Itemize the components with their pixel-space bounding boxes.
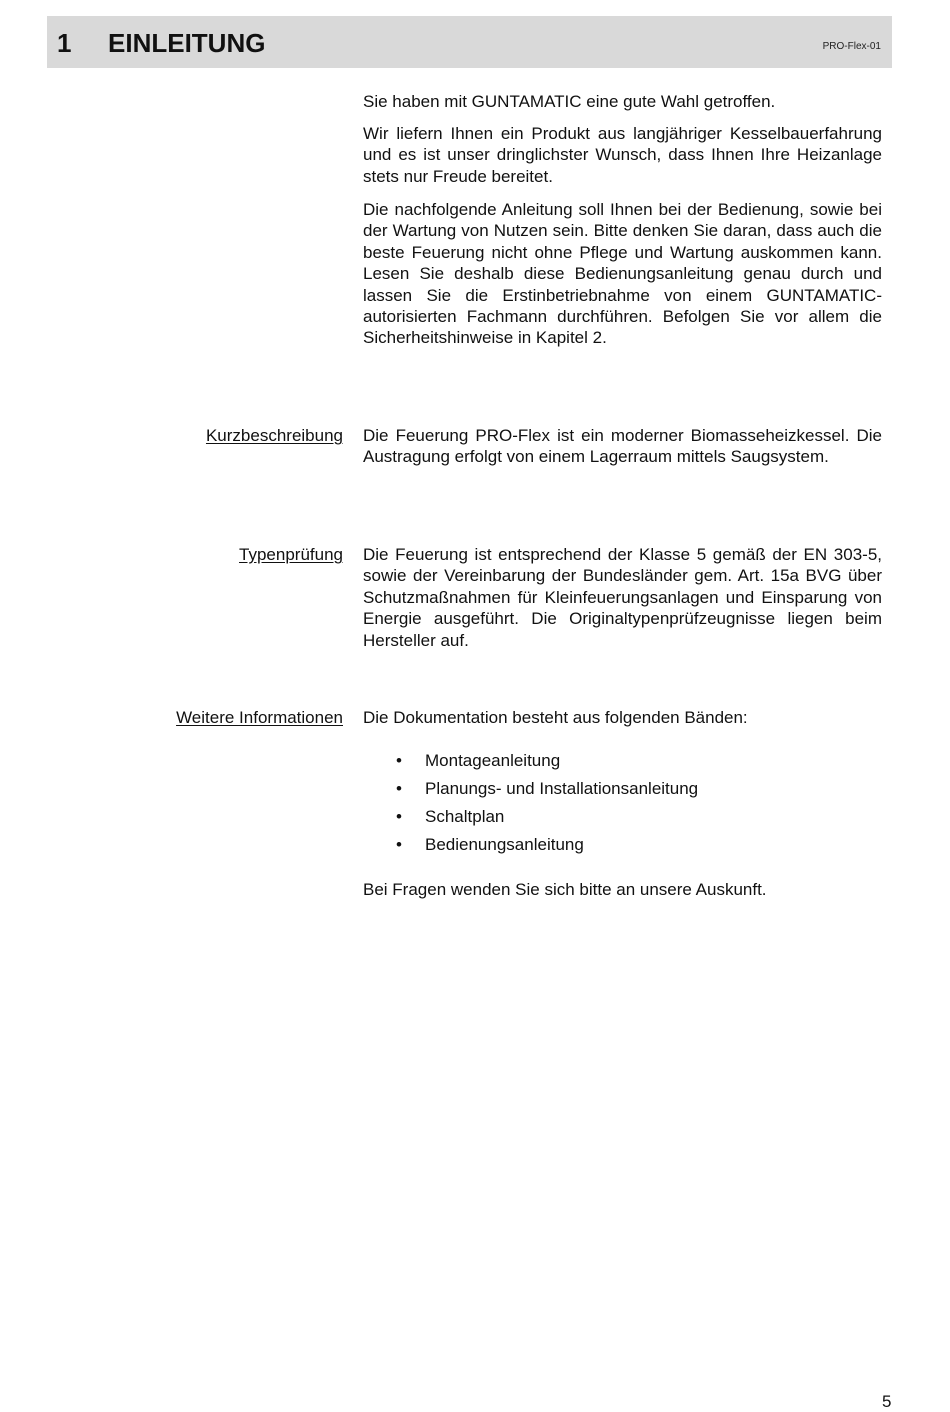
bullet-icon: • (396, 835, 402, 854)
section-label-kurzbeschreibung: Kurzbeschreibung (205, 426, 343, 445)
bullet-icon: • (396, 807, 402, 826)
list-item (363, 750, 882, 778)
closing-paragraph: Bei Fragen wenden Sie sich bitte an unsere Auskunft. (363, 880, 767, 899)
list-item (363, 778, 882, 806)
section-text-kurzbeschreibung: Die Feuerung PRO-Flex ist ein moderner Biomasseheizkessel. Die Austragung erfolgt von einem Lagerraum mittels Saugsystem. (363, 426, 882, 467)
list-item-label: Bedienungsanleitung (425, 835, 584, 854)
intro-paragraph-1: Sie haben mit GUNTAMATIC eine gute Wahl getroffen. (363, 92, 776, 111)
list-item-label: Planungs- und Installationsanleitung (425, 779, 699, 798)
document-code: PRO-Flex-01 (822, 41, 881, 52)
section-intro-weitere-informationen: Die Dokumentation besteht aus folgenden Bänden: (363, 708, 748, 727)
intro-paragraph-3: Die nachfolgende Anleitung soll Ihnen bei der Bedienung, sowie bei der Wartung von Nutzen sein. Bitte denken Sie daran, dass auch die beste Feuerung nicht ohne Pflege und Wartung auskommen kann. Lesen Sie deshalb diese Bedienungsanleitung genau durch und lassen Sie die Erstinbetriebnahme von einem GUNTAMATIC-autorisierten Fachmann durchführen. Befolgen Sie vor allem die Sicherheitshinweise in Kapitel 2. (363, 200, 882, 348)
list-item-label: Schaltplan (425, 807, 505, 826)
intro-paragraph-2: Wir liefern Ihnen ein Produkt aus langjähriger Kesselbauerfahrung und es ist unser dringlichster Wunsch, dass Ihnen Ihre Heizanlage stets nur Freude bereitet. (363, 124, 882, 186)
list-item-label: Montageanleitung (425, 751, 561, 770)
section-label-weitere-informationen: Weitere Informationen (176, 708, 343, 727)
list-item (363, 834, 882, 862)
bullet-icon: • (396, 779, 402, 798)
list-item (363, 806, 882, 834)
section-label-typenpruefung: Typenprüfung (239, 545, 343, 564)
chapter-number: 1 (57, 28, 72, 58)
page-number: 5 (882, 1392, 892, 1411)
bullet-icon: • (396, 751, 402, 770)
chapter-title: EINLEITUNG (108, 28, 266, 58)
section-text-typenpruefung: Die Feuerung ist entsprechend der Klasse 5 gemäß der EN 303-5, sowie der Vereinbarung der Bundesländer gem. Art. 15a BVG über Schutzmaßnahmen für Kleinfeuerungsanlagen und Einsparung von Energie ausgeführt. Die Originaltypenprüfzeugnisse liegen beim Hersteller auf. (363, 545, 882, 650)
documentation-volumes-list (363, 750, 882, 862)
